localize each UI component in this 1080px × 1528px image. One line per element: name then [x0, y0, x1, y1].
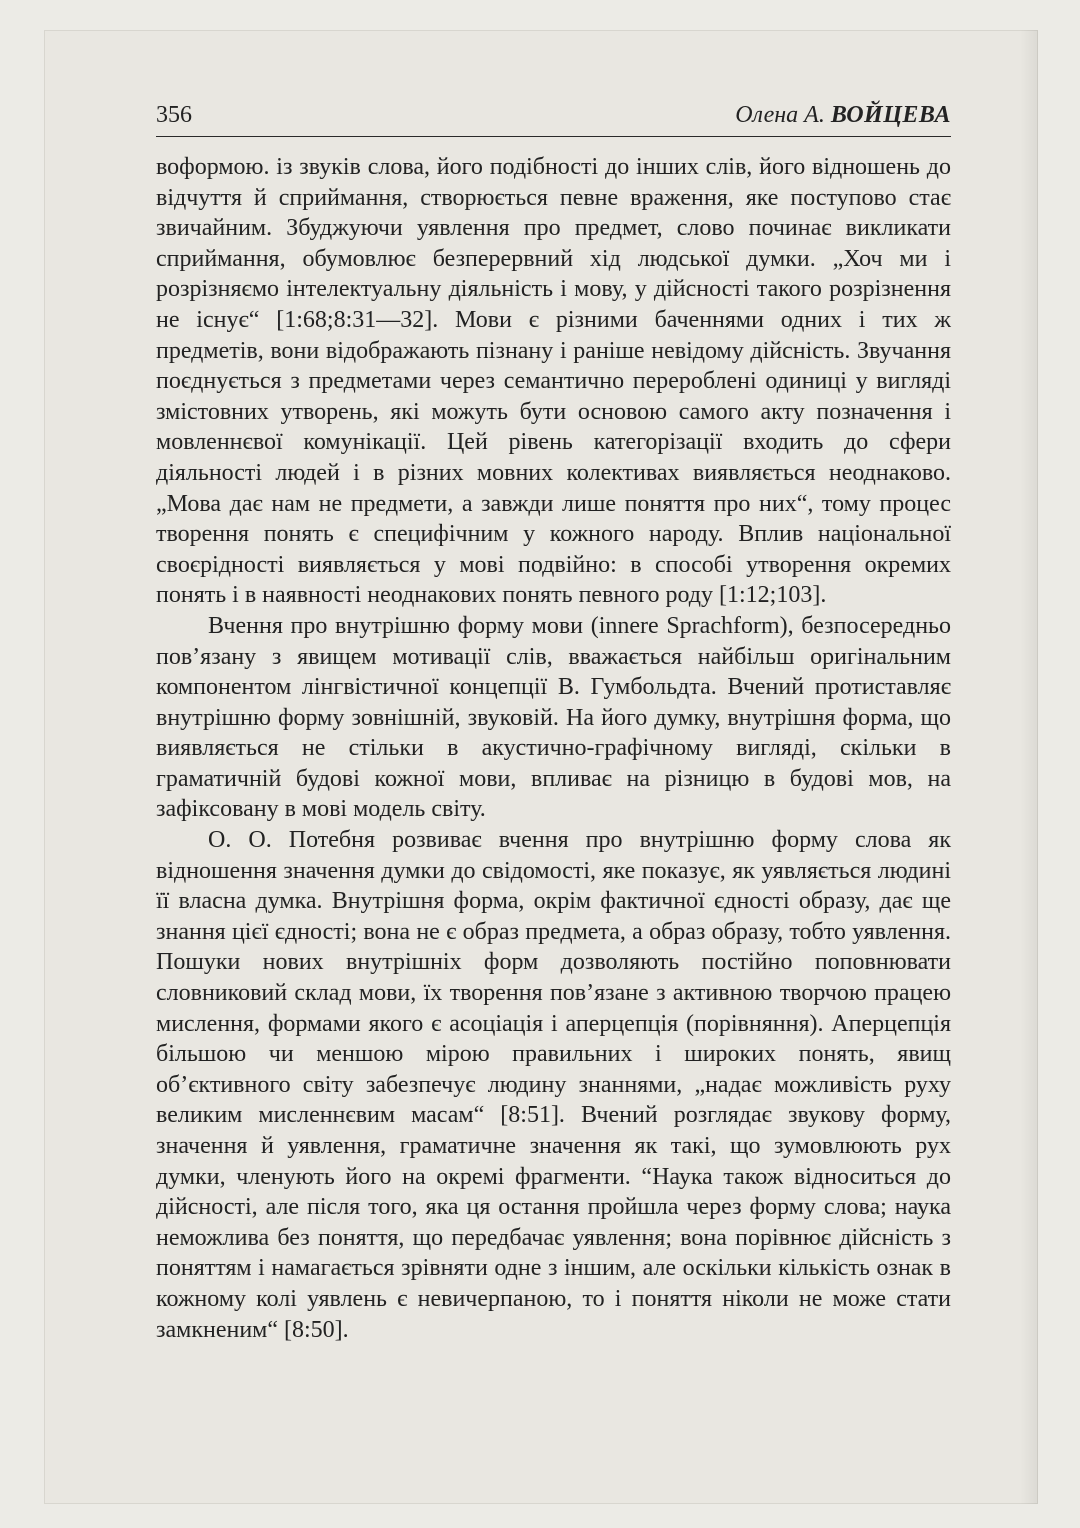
author-name: Олена А.: [735, 102, 831, 128]
paragraph-1: воформою. із звуків слова, його подібності до інших слів, його відношень до відчуття й сприймання, створюється певне враження, яке поступово стає звичайним. Збуджуючи уявлення про предмет, слово починає викликати сприймання, обумовлює безперервний хід людської думки. „Хоч ми і розрізняємо інтелектуальну діяльність і мову, у дійсності такого розрізнення не існує“ [1:68;8:31—32]. Мови є різними баченнями одних і тих ж предметів, вони відображають пізнану і раніше невідому дійсність. Звучання поєднується з предметами через семантично перероблені одиниці у вигляді змістовних утворень, які можуть бути основою самого акту позначення і мовленнєвої комунікації. Цей рівень категорізації входить до сфери діяльності людей і в різних мовних колективах виявляється неоднаково. „Мова дає нам не предмети, а завжди лише поняття про них“, тому процес творення понять є специфічним у кожного народу. Вплив національної своєрідності виявляється у мові подвійно: в способі утворення окремих понять і в наявності неоднакових понять певного роду [1:12;103].: [156, 154, 951, 609]
page-header: [156, 100, 951, 137]
body-text: [156, 152, 951, 1345]
page-number: 356: [156, 102, 192, 128]
author-surname: ВОЙЦЕВА: [830, 102, 951, 128]
running-head: [735, 102, 951, 129]
paragraph-2: Вчення про внутрішню форму мови (innere Sprachform), безпосередньо пов’язану з явищем мотивації слів, вважається найбільш оригінальним компонентом лінгвістичної концепції В. Гумбольдта. Вчений протиставляє внутрішню форму зовнішній, звуковій. На його думку, внутрішня форма, що виявляється не стільки в акустично-графічному вигляді, скільки в граматичній будові кожної мови, впливає на різницю в будові мов, на зафіксовану в мові модель світу.: [156, 612, 951, 823]
paragraph-3: О. О. Потебня розвиває вчення про внутрішню форму слова як відношення значення думки до свідомості, яке показує, як уявляється людині її власна думка. Внутрішня форма, окрім фактичної єдності образу, дає ще знання цієї єдності; вона не є образ предмета, а образ образу, тобто уявлення. Пошуки нових внутрішніх форм дозволяють постійно поповнювати словниковий склад мови, їх творення пов’язане з активною творчою працею мислення, формами якого є асоціація і аперцепція (порівняння). Аперцепція більшою чи меншою мірою правильних і широких понять, явищ об’єктивного світу забезпечує людину знаннями, „надає можливість руху великим мисленнєвим масам“ [8:51]. Вчений розглядає звукову форму, значення й уявлення, граматичне значення як такі, що зумовлюють рух думки, членують його на окремі фрагменти. “Наука також відноситься до дійсності, але після того, яка ця остання пройшла через форму слова; наука неможлива без поняття, що передбачає уявлення; вона порівнює дійсність з поняттям і намагається зрівняти одне з іншим, але оскільки кількість ознак в кожному колі уявлень є невичерпаною, то і поняття ніколи не може стати замкненим“ [8:50].: [156, 827, 951, 1343]
